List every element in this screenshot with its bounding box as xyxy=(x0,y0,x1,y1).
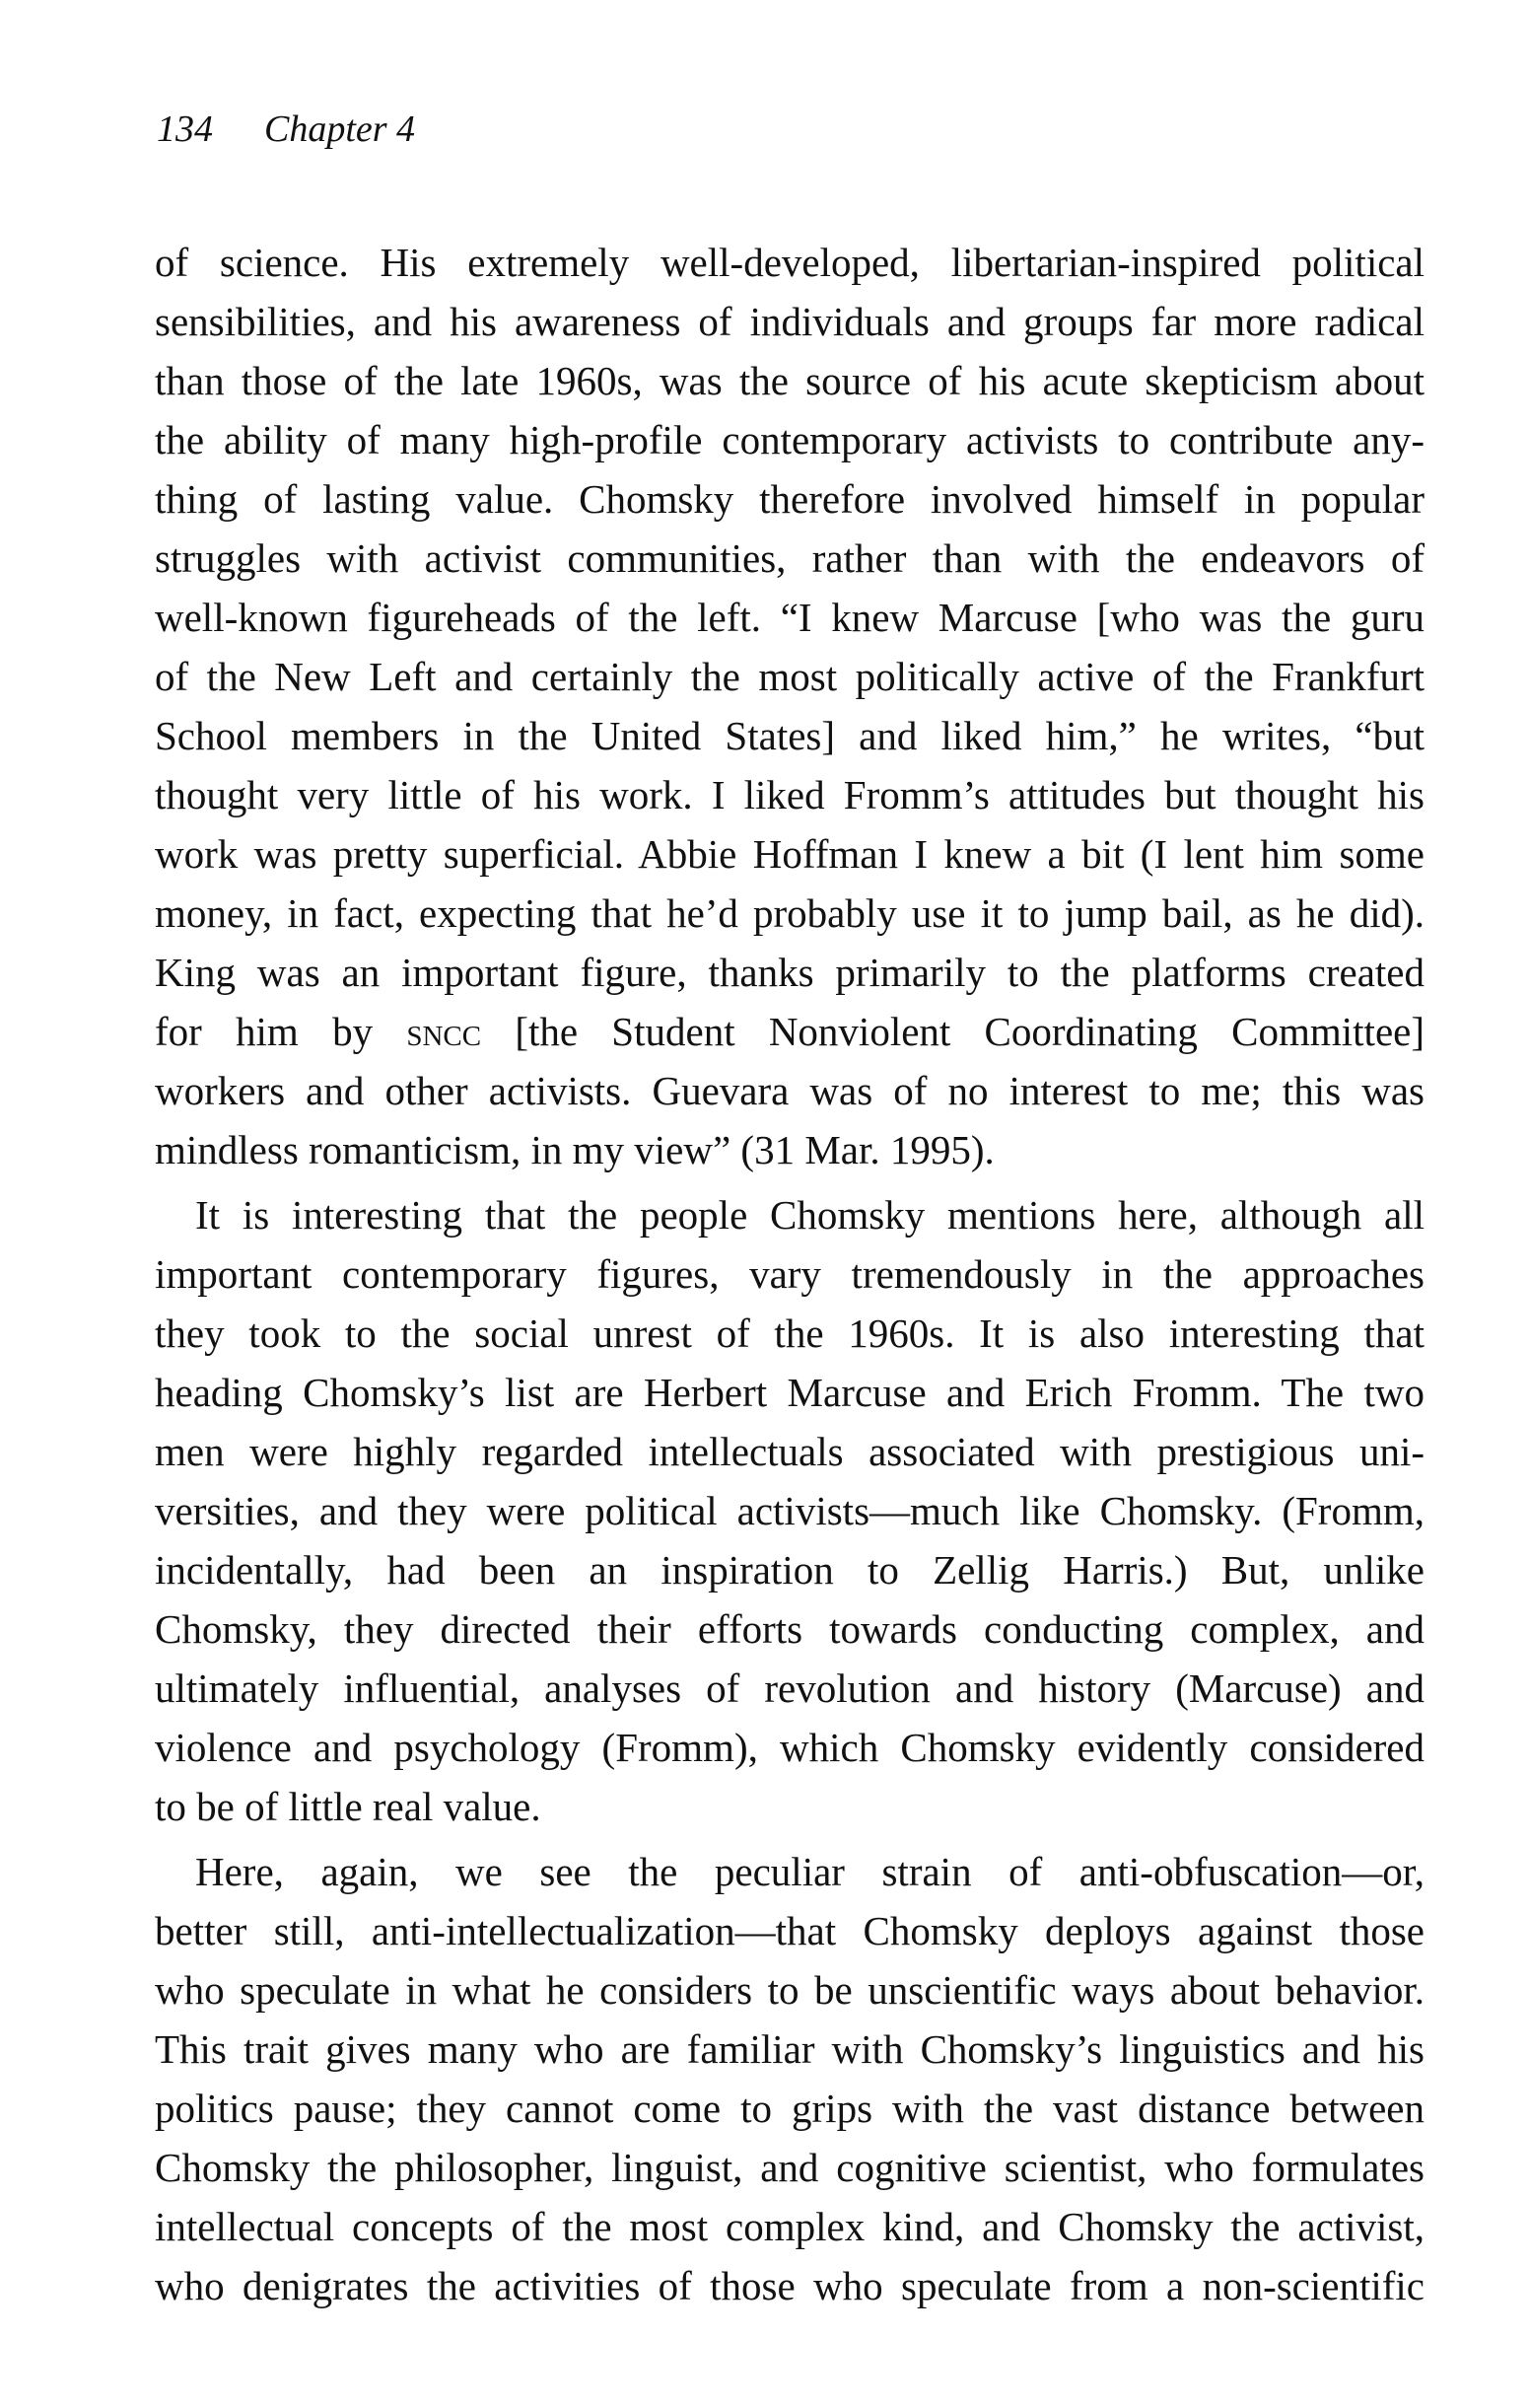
text-line: to be of little real value. xyxy=(155,1784,541,1829)
text-line: Here, again, we see the peculiar strain of anti-obfuscation—or, xyxy=(195,1849,1425,1894)
text-line: violence and psychology (Fromm), which Chomsky evidently considered xyxy=(155,1725,1425,1770)
text-line: King was an important figure, thanks primarily to the platforms created xyxy=(155,950,1425,995)
text-line: struggles with activist communities, rather than with the endeavors of xyxy=(155,535,1425,581)
text-line-sncc: for him by sncc [the Student Nonviolent Coordinating Committee] xyxy=(155,1009,1425,1054)
text-line: money, in fact, expecting that he’d probably use it to jump bail, as he did). xyxy=(155,890,1425,936)
paragraph-3 xyxy=(155,1842,1425,2315)
chapter-title: Chapter 4 xyxy=(264,108,416,150)
text-line: It is interesting that the people Chomsky mentions here, although all xyxy=(195,1192,1425,1238)
text-line: thought very little of his work. I liked Fromm’s attitudes but thought his xyxy=(155,772,1425,817)
text-line: thing of lasting value. Chomsky therefore involved himself in popular xyxy=(155,476,1425,522)
text-line: of science. His extremely well-developed, libertarian-inspired political xyxy=(155,240,1425,285)
text-line: Chomsky, they directed their efforts towards conducting complex, and xyxy=(155,1606,1425,1652)
text-line: who speculate in what he considers to be unscientific ways about behavior. xyxy=(155,1967,1425,2013)
text-line: Chomsky the philosopher, linguist, and cognitive scientist, who formulates xyxy=(155,2145,1425,2190)
text-line: men were highly regarded intellectuals associated with prestigious uni- xyxy=(155,1429,1425,1474)
text-line: workers and other activists. Guevara was of no interest to me; this was xyxy=(155,1068,1425,1113)
text-line: the ability of many high-profile contemporary activists to contribute any- xyxy=(155,417,1425,462)
page-number: 134 xyxy=(157,108,213,150)
text-line: sensibilities, and his awareness of individuals and groups far more radical xyxy=(155,299,1425,344)
text-line: better still, anti-intellectualization—that Chomsky deploys against those xyxy=(155,1908,1425,1953)
text-line: politics pause; they cannot come to grips with the vast distance between xyxy=(155,2086,1425,2131)
paragraph-1 xyxy=(155,233,1425,1179)
text-line: than those of the late 1960s, was the source of his acute skepticism about xyxy=(155,358,1425,403)
text-line: of the New Left and certainly the most politically active of the Frankfurt xyxy=(155,654,1425,699)
text-line: heading Chomsky’s list are Herbert Marcuse and Erich Fromm. The two xyxy=(155,1370,1425,1415)
text-line: incidentally, had been an inspiration to Zellig Harris.) But, unlike xyxy=(155,1547,1425,1593)
body-text xyxy=(155,233,1425,2315)
text-line: work was pretty superficial. Abbie Hoffman I knew a bit (I lent him some xyxy=(155,831,1425,877)
text-line: important contemporary figures, vary tremendously in the approaches xyxy=(155,1251,1425,1297)
text-line: who denigrates the activities of those who speculate from a non-scientific xyxy=(155,2263,1425,2308)
text-line: mindless romanticism, in my view” (31 Mar. 1995). xyxy=(155,1127,995,1172)
text-line: versities, and they were political activists—much like Chomsky. (Fromm, xyxy=(155,1488,1425,1533)
text-line: well-known figureheads of the left. “I knew Marcuse [who was the guru xyxy=(155,595,1425,640)
text-line: intellectual concepts of the most complex kind, and Chomsky the activist, xyxy=(155,2204,1425,2249)
text-line: they took to the social unrest of the 1960s. It is also interesting that xyxy=(155,1310,1425,1356)
text-line: School members in the United States] and liked him,” he writes, “but xyxy=(155,713,1425,758)
running-head xyxy=(157,110,415,148)
text-line: This trait gives many who are familiar with Chomsky’s linguistics and his xyxy=(155,2026,1425,2072)
text-line: ultimately influential, analyses of revolution and history (Marcuse) and xyxy=(155,1665,1425,1711)
paragraph-2 xyxy=(155,1185,1425,1836)
